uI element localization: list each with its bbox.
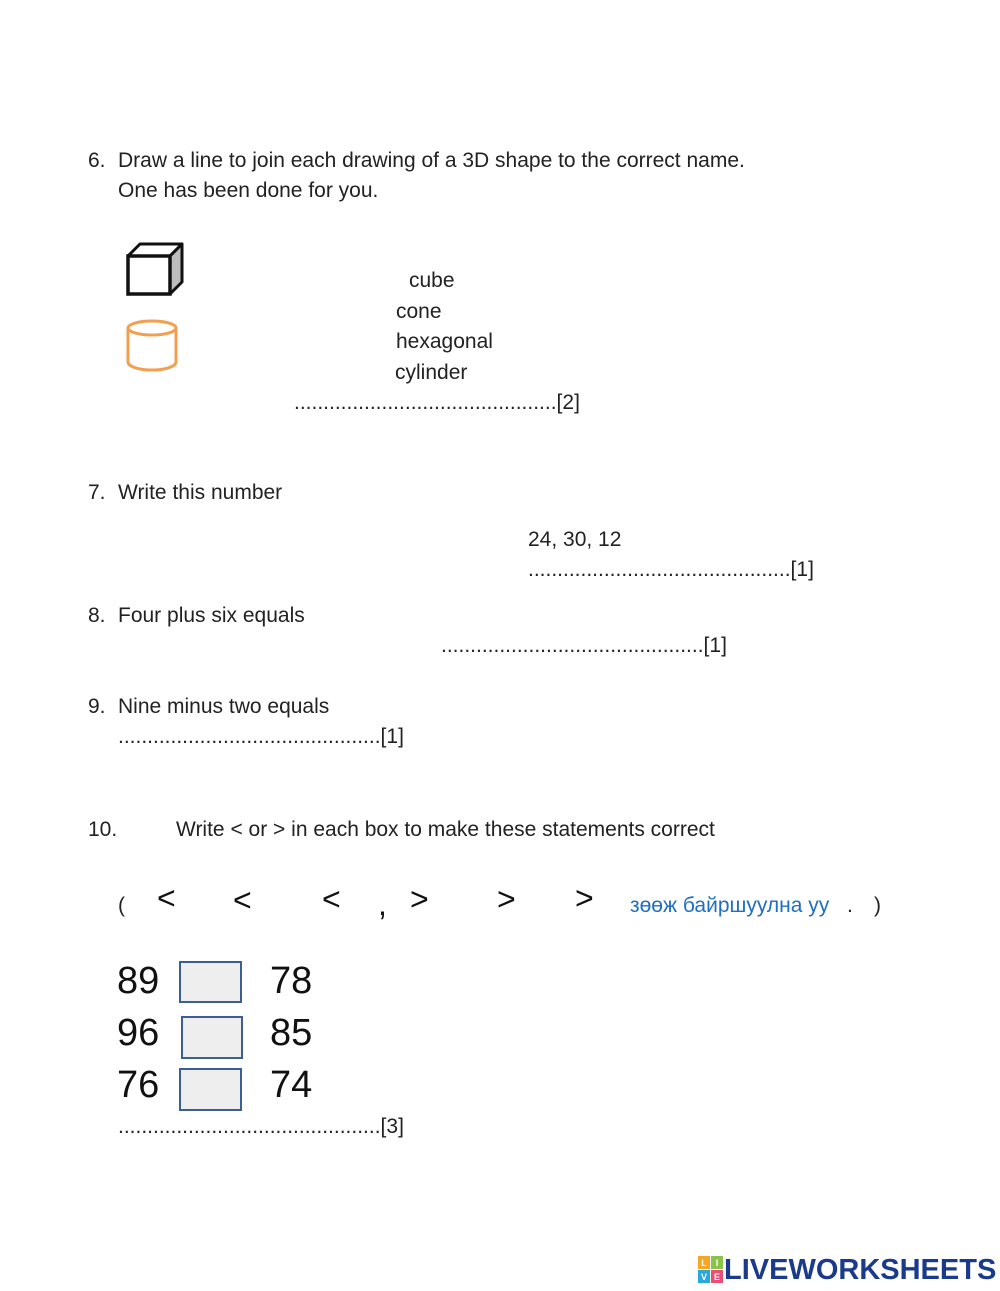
drag-symbol-greater-than[interactable]: >: [497, 881, 516, 917]
q8-answer-field[interactable]: .............................................[1]: [441, 634, 727, 657]
q9-instruction: Nine minus two equals: [118, 695, 330, 718]
live-blocks-icon: [698, 1256, 724, 1284]
shape-name-hexagonal[interactable]: hexagonal: [396, 330, 493, 353]
q10-answer-line: .............................................[3]: [118, 1115, 404, 1138]
logo-letter-e: E: [713, 1272, 721, 1282]
logo-letter-i: I: [715, 1258, 719, 1268]
row3-answer-box[interactable]: [179, 1068, 242, 1111]
q7-answer-field[interactable]: .............................................[1]: [528, 558, 814, 581]
row1-answer-box[interactable]: [179, 961, 242, 1003]
cylinder-drawing[interactable]: [124, 318, 180, 374]
shape-name-cone[interactable]: cone: [396, 300, 442, 323]
row2-answer-box[interactable]: [181, 1016, 243, 1059]
row1-left-number: 89: [117, 960, 160, 1002]
row3-right-number: 74: [270, 1064, 313, 1106]
hint-period: .: [847, 894, 853, 917]
logo-letter-l: L: [701, 1258, 707, 1268]
open-paren: (: [118, 894, 125, 917]
q6-number: 6.: [88, 149, 106, 172]
row2-left-number: 96: [117, 1012, 160, 1054]
row3-left-number: 76: [117, 1064, 160, 1106]
shape-name-cylinder[interactable]: cylinder: [395, 361, 468, 384]
q7-instruction: Write this number: [118, 481, 283, 504]
row1-right-number: 78: [270, 960, 313, 1002]
q9-answer-field[interactable]: .............................................[1]: [118, 725, 404, 748]
row2-right-number: 85: [270, 1012, 313, 1054]
liveworksheets-wordmark: LIVEWORKSHEETS: [724, 1254, 997, 1286]
q8-number: 8.: [88, 604, 106, 627]
q10-instruction: Write < or > in each box to make these statements correct: [176, 818, 715, 841]
drag-symbol-less-than[interactable]: <: [322, 881, 341, 917]
q6-instruction-line2: One has been done for you.: [118, 179, 379, 202]
symbol-separator: ,: [378, 886, 387, 922]
drag-symbol-less-than[interactable]: <: [233, 882, 252, 918]
q10-number: 10.: [88, 818, 118, 841]
q6-answer-line: .............................................[2]: [294, 391, 580, 414]
drag-hint: зөөж байршуулна уу: [630, 894, 830, 917]
liveworksheets-logo: [698, 1254, 997, 1286]
drag-symbol-less-than[interactable]: <: [157, 880, 176, 916]
close-paren: ): [874, 894, 881, 917]
cube-drawing[interactable]: [124, 240, 186, 300]
q8-instruction: Four plus six equals: [118, 604, 305, 627]
drag-symbol-greater-than[interactable]: >: [410, 881, 429, 917]
q9-number: 9.: [88, 695, 106, 718]
logo-letter-v: V: [700, 1272, 708, 1282]
drag-symbol-greater-than[interactable]: >: [575, 880, 594, 916]
q7-number: 7.: [88, 481, 106, 504]
q7-prompt: 24, 30, 12: [528, 528, 622, 551]
q6-instruction: Draw a line to join each drawing of a 3D shape to the correct name.: [118, 149, 745, 172]
shape-name-cube[interactable]: cube: [409, 269, 455, 292]
